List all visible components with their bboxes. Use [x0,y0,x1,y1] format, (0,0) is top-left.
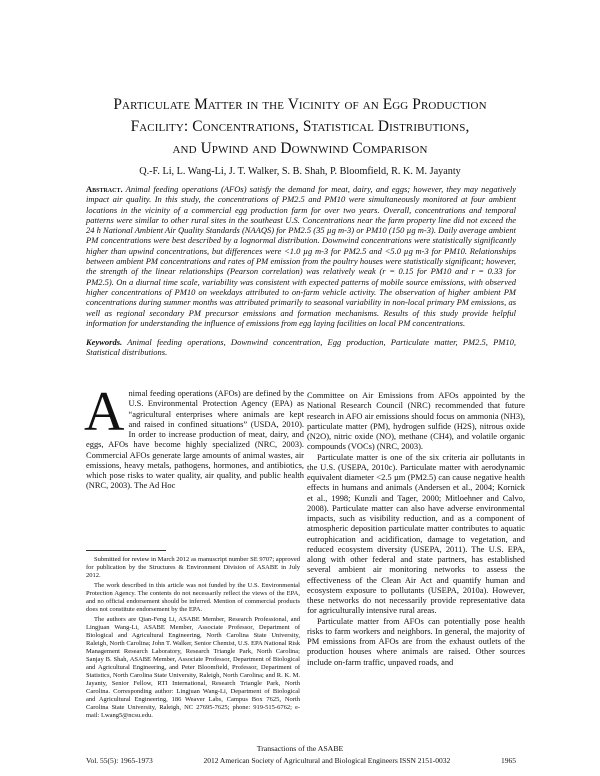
abstract-label: Abstract. [86,184,123,194]
intro-paragraph-1-cont: Committee on Air Emissions from AFOs appointed by the National Research Council (NRC) recommended that future research in AFO air emissions should focus on ammonia (NH3), particulate matter (PM), hydrogen sulfide (H2S), nitrous oxide (N2O), nitric oxide (NO), methane (CH4), and volatile organic compounds (VOCs) (NRC, 2003). [307,390,525,452]
intro-paragraph-3: Particulate matter from AFOs can potentially pose health risks to farm workers and neighbors. In general, the majority of PM emissions from AFOs are from the exhaust outlets of the production houses where animals are raised. Other sources include on-farm traffic, unpaved roads, and [307,615,525,667]
footnote-authors: The authors are Qian-Feng Li, ASABE Member, Research Professional, and Lingjuan Wang-Li, ASABE Member, Associate Professor, Department of Biological and Agricultural Engineering, North Carolina State University, Raleigh, North Carolina; John T. Walker, Senior Chemist, U.S. EPA National Risk Management Research Laboratory, Research Triangle Park, North Carolina; Sanjay B. Shah, ASABE Member, Associate Professor, Department of Biological and Agricultural Engineering, and Peter Bloomfield, Professor, Department of Statistics, North Carolina State University, Raleigh, North Carolina; and R. K. M. Jayanty, Senior Fellow, RTI International, Research Triangle Park, North Carolina. Corresponding author: Lingjuan Wang-Li, Department of Biological and Agricultural Engineering, 186 Weaver Labs, Campus Box 7625, North Carolina State University, Raleigh, NC 27695-7625; phone: 919-515-6762; e-mail: Lwang5@ncsu.edu. [86,616,300,719]
footnote-divider [86,550,166,551]
title-line-2: Facility: Concentrations, Statistical Distributions, [130,118,470,135]
keywords-text: Animal feeding operations, Downwind concentration, Egg production, Particulate matter, PM2.5, PM10, Statistical distributions. [86,337,516,358]
drop-cap: A [84,381,125,443]
footnote-submission: Submitted for review in March 2012 as manuscript number SE 9707; approved for publication by the Structures & Environment Division of ASABE in July 2012. [86,556,300,579]
intro-paragraph-1: nimal feeding operations (AFOs) are defined by the U.S. Environmental Protection Agency (EPA) as “agricultural enterprises where animals are kept and raised in confined situations” (USDA, 2010). In order to increase production of meat, dairy, and eggs, AFOs have become highly specialized (NRC, 2003). Commercial AFOs generate large amounts of animal wastes, air emissions, heavy metals, pathogens, hormones, and antibiotics, which pose risks to water quality, air quality, and public health (NRC, 2003). The Ad Hoc [86,388,304,491]
footnotes [86,556,300,722]
keywords-label: Keywords. [86,337,123,347]
title-line-3: and Upwind and Downwind Comparison [172,140,428,157]
journal-name: Transactions of the ASABE [256,744,344,753]
body-column-right [307,390,525,667]
volume-info: Vol. 55(5): 1965-1973 [86,756,153,765]
page-footer [86,756,516,765]
author-list: Q.-F. Li, L. Wang-Li, J. T. Walker, S. B. Shah, P. Bloomfield, R. K. M. Jayanty [139,166,461,177]
copyright-info: 2012 American Society of Agricultural and Biological Engineers ISSN 2151-0032 [203,756,451,765]
title-line-1: Particulate Matter in the Vicinity of an Egg Production [113,96,487,113]
footnote-funding: The work described in this article was not funded by the U.S. Environmental Protection Agency. The contents do not necessarily reflect the views of the EPA, and no official endorsement should be inferred. Mention of commercial products does not constitute endorsement by the EPA. [86,582,300,613]
body-column-left [84,381,304,491]
abstract [86,184,516,328]
page-number: 1965 [501,756,516,765]
intro-paragraph-2: Particulate matter is one of the six criteria air pollutants in the U.S. (USEPA, 2010c). Particulate matter with aerodynamic equivalent diameter <2.5 µm (PM2.5) can cause negative health effects in humans and animals (Andersen et al., 2004; Kornick et al., 1998; Kunzli and Tager, 2000; Mitloehner and Calvo, 2008). Particulate matter can also have adverse environmental impacts, such as visibility reduction, and as a component of atmospheric deposition particulate matter contributes to aquatic eutrophication and acidification, damage to vegetation, and reduced ecosystem diversity (USEPA, 2011). The U.S. EPA, along with other federal and state partners, has established several ambient air monitoring networks to assess the effectiveness of the Clean Air Act and quantify human and ecosystem exposure to pollutants (USEPA, 2010a). However, these networks do not necessarily provide representative data for agriculturally intensive rural areas. [307,451,525,616]
paper-title [60,94,540,160]
abstract-text: Animal feeding operations (AFOs) satisfy the demand for meat, dairy, and eggs; however, they may negatively impact air quality. In this study, the concentrations of PM2.5 and PM10 were simultaneously monitored at four ambient locations in the vicinity of a commercial egg production farm for over two years. Overall, concentrations and temporal patterns were similar to other rural sites in the southeast U.S. Concentrations near the farm property line did not exceed the 24 h National Ambient Air Quality Standards (NAAQS) for PM2.5 (35 µg m-3) or PM10 (150 µg m-3). Daily average ambient PM concentrations were best described by a lognormal distribution. Downwind concentrations were statistically significantly higher than upwind concentrations, but differences were <1.0 µg m-3 for PM2.5 and <5.0 µg m-3 for PM10. Relationships between ambient PM concentrations and rates of PM emission from the poultry houses were statistically significant; however, the strength of the linear relationships (Pearson correlation) was relatively weak (r = 0.15 for PM10 and r = 0.33 for PM2.5). On a diurnal time scale, variability was consistent with expected patterns of mobile source emissions, with observed higher concentrations of PM10 on weekdays attributed to on-farm vehicle activity. The observation of higher ambient PM concentrations during summer months was attributed primarily to seasonal variability in non-local primary PM emissions, as well as regional secondary PM precursor emissions and formation mechanisms. Results of this study provide helpful information for understanding the influence of emissions from egg laying facilities on local PM concentrations. [86,184,516,328]
keywords [86,337,516,358]
